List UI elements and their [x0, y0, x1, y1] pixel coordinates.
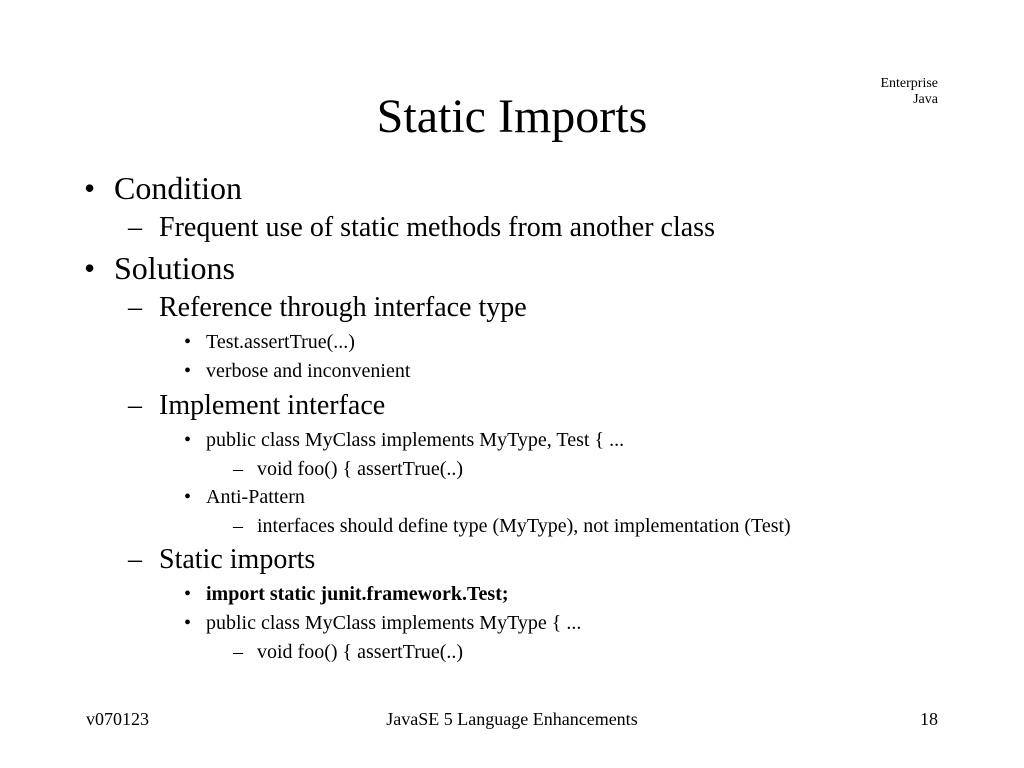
outline-item — [0, 386, 1024, 426]
outline-item — [0, 580, 1024, 609]
outline-item-text: void foo() { assertTrue(..) — [257, 458, 464, 480]
outline-item-text: public class MyClass implements MyType, Test { ... — [206, 429, 625, 451]
outline-item-text: Test.assertTrue(...) — [206, 331, 355, 353]
bullet-marker: • — [184, 583, 192, 605]
dash-marker: – — [233, 458, 243, 480]
footer-version: v070123 — [86, 709, 149, 729]
outline-item — [0, 208, 1024, 248]
outline-item — [0, 288, 1024, 328]
footer-course-title: JavaSE 5 Language Enhancements — [386, 709, 638, 729]
dash-marker: – — [233, 641, 243, 663]
outline-item-text: import static junit.framework.Test; — [206, 583, 509, 605]
outline-item — [0, 168, 1024, 208]
bullet-marker: • — [84, 250, 96, 286]
corner-label-line2: Java — [913, 92, 938, 107]
bullet-marker: • — [184, 429, 192, 451]
dash-marker: – — [128, 390, 142, 421]
outline-item-text: Reference through interface type — [159, 292, 527, 323]
outline-item — [0, 483, 1024, 512]
dash-marker: – — [128, 212, 142, 243]
outline-item — [0, 512, 1024, 540]
dash-marker: – — [128, 544, 142, 575]
outline-item — [0, 540, 1024, 580]
outline-item — [0, 248, 1024, 288]
outline-item — [0, 638, 1024, 666]
corner-label-line1: Enterprise — [880, 76, 938, 91]
bullet-marker: • — [84, 170, 96, 206]
outline-item — [0, 357, 1024, 386]
outline-item — [0, 455, 1024, 483]
dash-marker: – — [233, 515, 243, 537]
outline-item-text: void foo() { assertTrue(..) — [257, 641, 464, 663]
dash-marker: – — [128, 292, 142, 323]
outline-item-text: Condition — [114, 170, 243, 206]
outline-item-text: interfaces should define type (MyType), not implementation (Test) — [257, 515, 791, 537]
bullet-marker: • — [184, 612, 192, 634]
outline-item — [0, 426, 1024, 455]
slide-outline — [0, 168, 1024, 666]
bullet-marker: • — [184, 360, 192, 382]
outline-item-text: Static imports — [159, 544, 316, 575]
outline-item-text: Frequent use of static methods from another class — [159, 212, 715, 243]
bullet-marker: • — [184, 331, 192, 353]
outline-item — [0, 328, 1024, 357]
slide-title: Static Imports — [376, 90, 648, 143]
outline-item-text: public class MyClass implements MyType { ... — [206, 612, 582, 634]
outline-item — [0, 609, 1024, 638]
outline-item-text: Implement interface — [159, 390, 386, 421]
outline-item-text: verbose and inconvenient — [206, 360, 411, 382]
outline-item-text: Solutions — [114, 250, 235, 286]
bullet-marker: • — [184, 486, 192, 508]
footer-page-number: 18 — [920, 709, 938, 729]
outline-item-text: Anti-Pattern — [206, 486, 305, 508]
